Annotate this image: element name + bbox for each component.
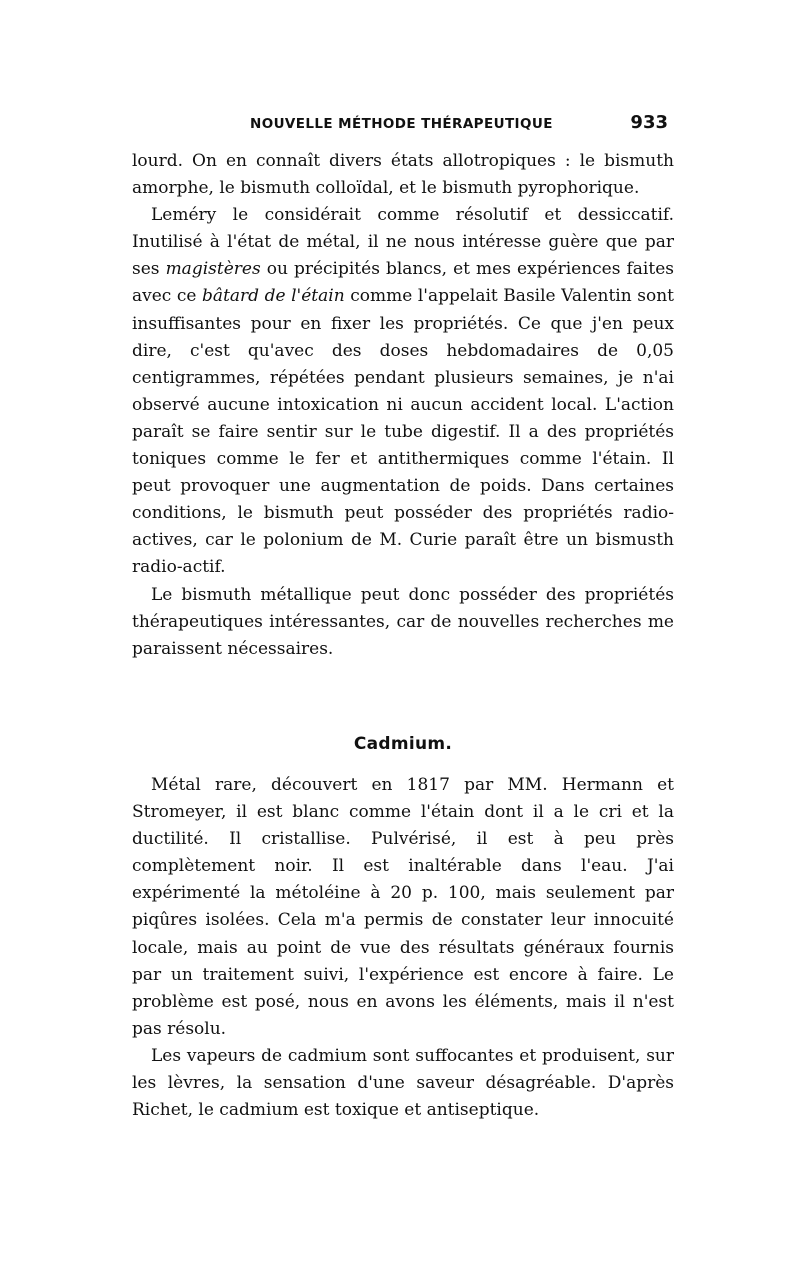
text-fragment: Leméry le considérait comme résolutif et dessiccatif. Inutilisé à l'état de métal, il ne nous intéresse guère que par ses — [132, 205, 674, 280]
section-title-cadmium: Cadmium. — [353, 734, 453, 754]
text-fragment: comme l'appelait Basile Valentin sont insuffisantes pour en fixer les propriétés. Ce que j'en peux dire, c'est qu'avec des doses hebdomadaires de 0,05 centigrammes, répétées pendant plusieurs semaines, je n'ai observé aucune intoxication ni aucun accident local. L'action paraît se faire sentir sur le tube digestif. Il a des propriétés toniques comme le fer et antithermiques comme l'étain. Il peut provoquer une augmentation de poids. Dans certaines conditions, le bismuth peut posséder des propriétés radio-actives, car le polonium de M. Curie paraît être un bismusth radio-actif. — [132, 286, 674, 578]
running-title: NOUVELLE MÉTHODE THÉRAPEUTIQUE — [250, 116, 553, 132]
paragraph-cadmium-vapours: Les vapeurs de cadmium sont suffocantes et produisent, sur les lèvres, la sensation d'une saveur désagréable. D'après Richet, le cadmium est toxique et antiseptique. — [132, 1045, 674, 1121]
text-fragment: ou précipités blancs, et mes expériences faites avec ce — [132, 259, 674, 307]
italic-term-batard-etain: bâtard de l'étain — [202, 286, 345, 307]
italic-term-magisteres: magistères — [165, 259, 261, 280]
paragraph-bismuth-forms: lourd. On en connaît divers états allotropiques : le bismuth amorphe, le bismuth colloïdal, et le bismuth pyrophorique. — [132, 151, 674, 199]
cadmium-section — [132, 772, 674, 1124]
running-head — [132, 114, 670, 140]
paragraph-bismuth-lemery — [132, 202, 674, 581]
bismuth-section — [132, 148, 674, 663]
paragraph-bismuth-conclusion: Le bismuth métallique peut donc posséder des propriétés thérapeutiques intéressantes, car de nouvelles recherches me paraissent nécessaires. — [132, 584, 674, 659]
page-number: 933 — [630, 112, 668, 133]
paragraph-cadmium-description: Métal rare, découvert en 1817 par MM. Hermann et Stromeyer, il est blanc comme l'étain dont il a le cri et la ductilité. Il cristallise. Pulvérisé, il est à peu près complètement noir. Il est inaltérable dans l'eau. J'ai expérimenté la métoléine à 20 p. 100, mais seulement par piqûres isolées. Cela m'a permis de constater leur innocuité locale, mais au point de vue des résultats généraux fournis par un traitement suivi, l'expérience est encore à faire. Le problème est posé, nous en avons les éléments, mais il n'est pas résolu. — [132, 775, 674, 1039]
